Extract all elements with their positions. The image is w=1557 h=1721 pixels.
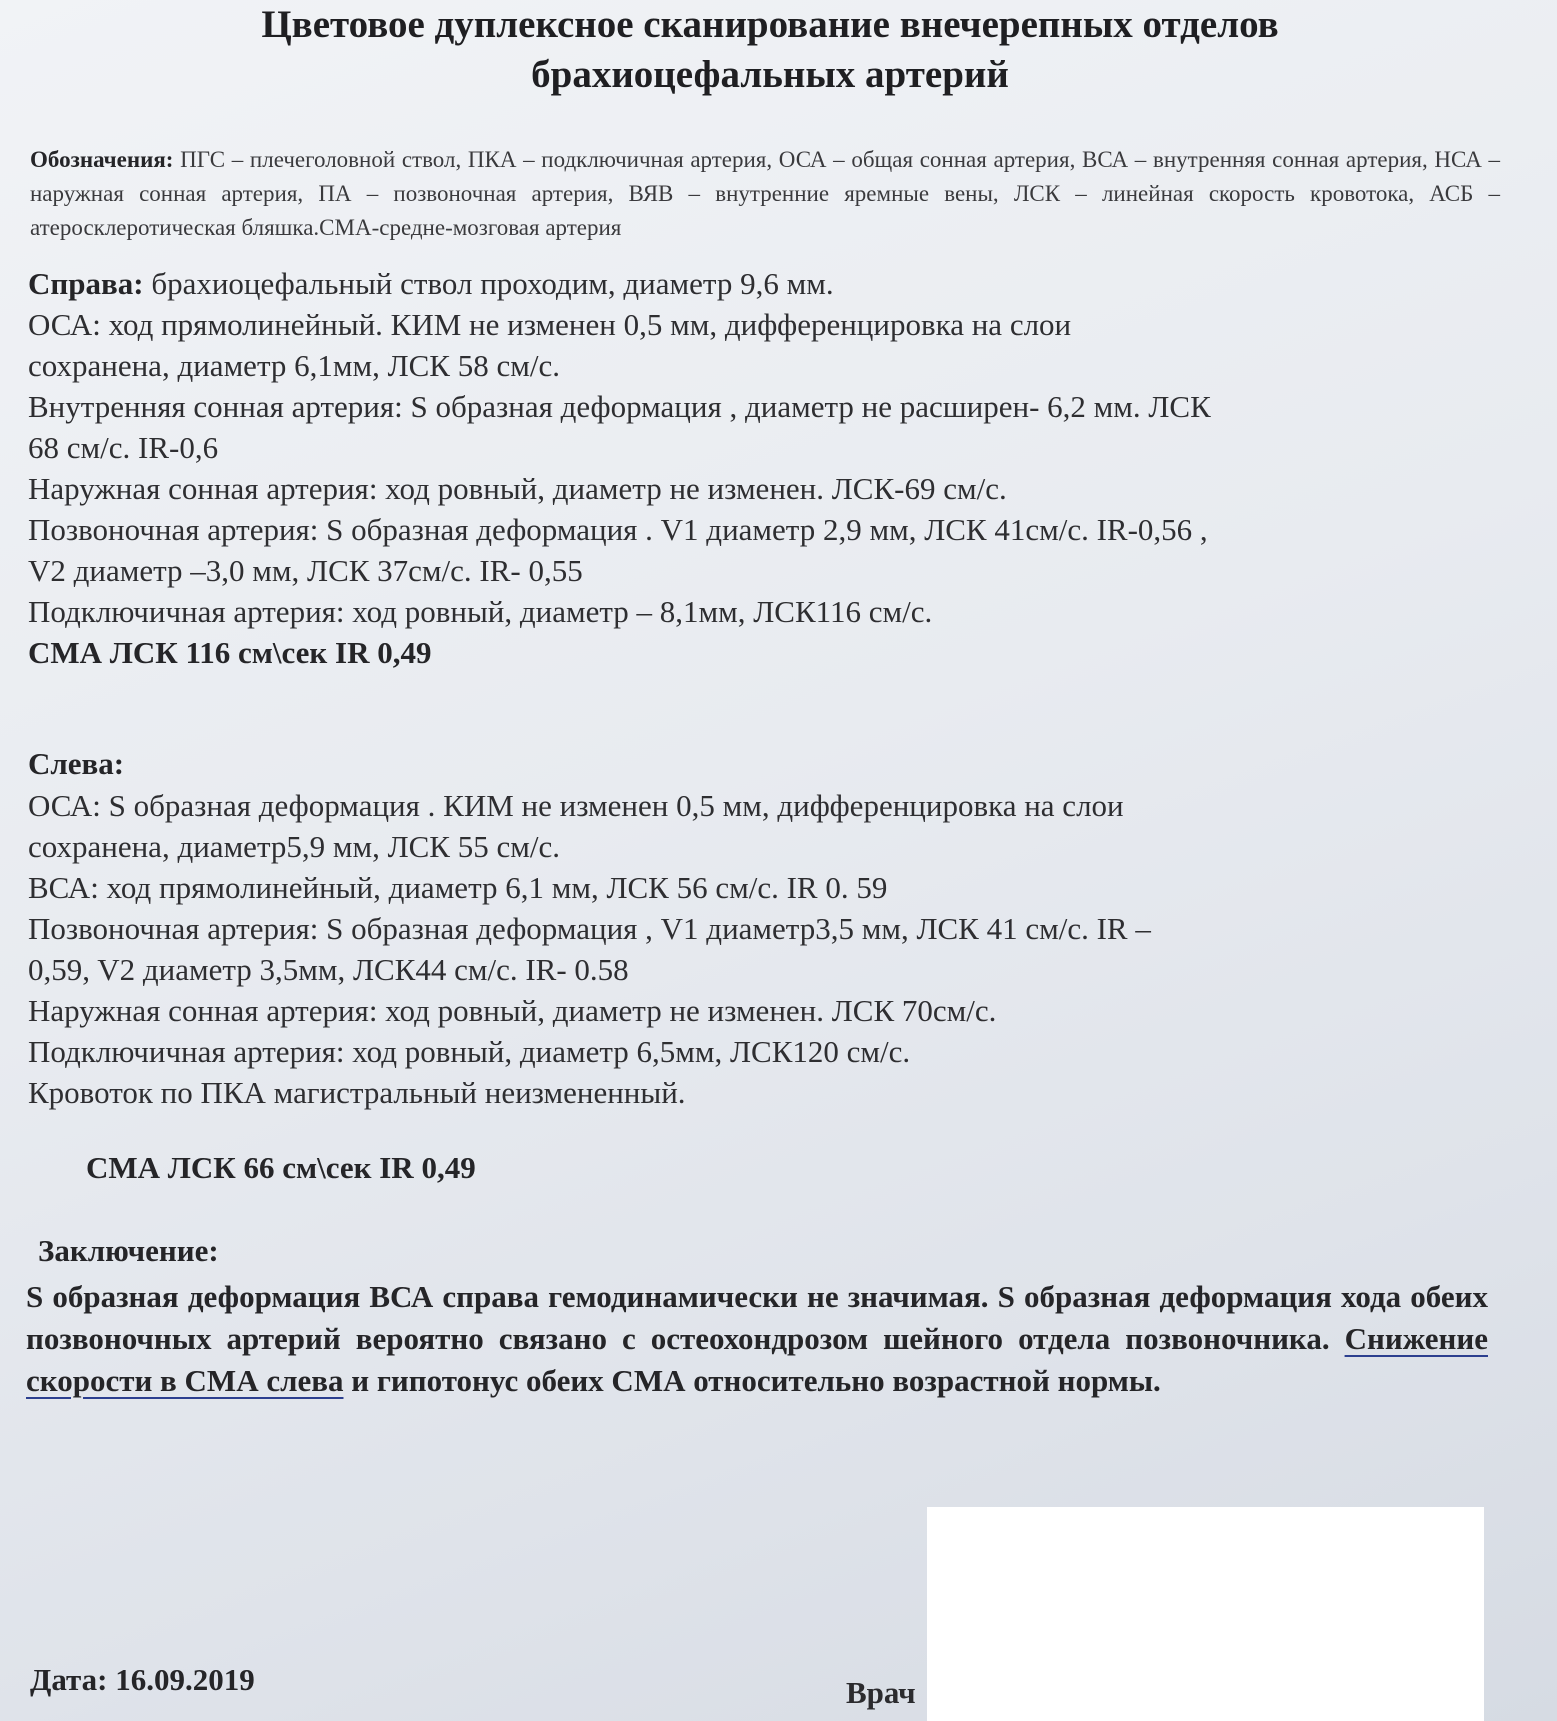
- left-line-3: Позвоночная артерия: S образная деформация , V1 диаметр3,5 мм, ЛСК 41 см/с. IR –: [28, 911, 1151, 946]
- left-section-heading: Слева:: [28, 746, 125, 781]
- conclusion-heading: Заключение:: [38, 1233, 219, 1268]
- redaction-block: [927, 1507, 1484, 1721]
- report-title: [60, 0, 1480, 100]
- left-line-6: Подключичная артерия: ход ровный, диаметр 6,5мм, ЛСК120 см/с.: [28, 1034, 911, 1069]
- legend-text: ПГС – плечеголовной ствол, ПКА – подключичная артерия, ОСА – общая сонная артерия, ВСА – внутренняя сонная артерия, НСА – наружная сонная артерия, ПА – позвоночная артерия, ВЯВ – внутренние яремные вены, ЛСК – линейная скорость кровотока, АСБ – атеросклеротическая бляшка.СМА-средне-мозговая артерия: [30, 147, 1501, 240]
- right-line-2: сохранена, диаметр 6,1мм, ЛСК 58 см/с.: [28, 348, 560, 383]
- report-title-line-2: брахиоцефальных артерий: [531, 53, 1009, 96]
- right-line-8: Подключичная артерия: ход ровный, диаметр – 8,1мм, ЛСК116 см/с.: [28, 594, 933, 629]
- left-line-5: Наружная сонная артерия: ход ровный, диаметр не изменен. ЛСК 70см/с.: [28, 993, 997, 1028]
- left-line-4: 0,59, V2 диаметр 3,5мм, ЛСК44 см/с. IR- 0.58: [28, 952, 629, 987]
- conclusion-text-before: S образная деформация ВСА справа гемодинамически не значимая. S образная деформация хода обеих позвоночных артерий вероятно связано с остеохондрозом шейного отдела позвоночника.: [26, 1279, 1488, 1356]
- left-line-1: сохранена, диаметр5,9 мм, ЛСК 55 см/с.: [28, 829, 560, 864]
- right-line-4: 68 см/с. IR-0,6: [28, 430, 219, 465]
- legend-label: Обозначения:: [30, 147, 174, 172]
- right-label: Справа:: [28, 266, 144, 301]
- right-cma-result: СМА ЛСК 116 см\сек IR 0,49: [28, 635, 432, 670]
- report-date: [30, 1662, 255, 1698]
- date-value: 16.09.2019: [115, 1662, 255, 1697]
- date-label: Дата:: [30, 1662, 108, 1697]
- conclusion-text-after: и гипотонус обеих СМА относительно возрастной нормы.: [343, 1363, 1161, 1398]
- left-line-7: Кровоток по ПКА магистральный неизмененный.: [28, 1075, 686, 1110]
- right-line-3: Внутренняя сонная артерия: S образная деформация , диаметр не расширен- 6,2 мм. ЛСК: [28, 389, 1211, 424]
- right-line-0: брахиоцефальный ствол проходим, диаметр 9,6 мм.: [151, 266, 834, 301]
- conclusion-text: [26, 1276, 1488, 1402]
- right-line-5: Наружная сонная артерия: ход ровный, диаметр не изменен. ЛСК-69 см/с.: [28, 471, 1007, 506]
- left-line-0: ОСА: S образная деформация . КИМ не изменен 0,5 мм, дифференцировка на слои: [28, 788, 1124, 823]
- left-line-2: ВСА: ход прямолинейный, диаметр 6,1 мм, ЛСК 56 см/с. IR 0. 59: [28, 870, 888, 905]
- conclusion-underlined-finding: Снижение скорости в СМА слева: [26, 1321, 1488, 1398]
- right-line-7: V2 диаметр –3,0 мм, ЛСК 37см/с. IR- 0,55: [28, 553, 583, 588]
- left-cma-result: СМА ЛСК 66 см\сек IR 0,49: [86, 1150, 476, 1185]
- right-line-1: ОСА: ход прямолинейный. КИМ не изменен 0,5 мм, дифференцировка на слои: [28, 307, 1072, 342]
- report-title-line-1: Цветовое дуплексное сканирование внечерепных отделов: [261, 3, 1279, 46]
- abbreviations-legend: [30, 143, 1500, 245]
- right-section-heading: [28, 264, 834, 304]
- right-line-6: Позвоночная артерия: S образная деформация . V1 диаметр 2,9 мм, ЛСК 41см/с. IR-0,56 ,: [28, 512, 1208, 547]
- doctor-label: Врач: [846, 1675, 916, 1710]
